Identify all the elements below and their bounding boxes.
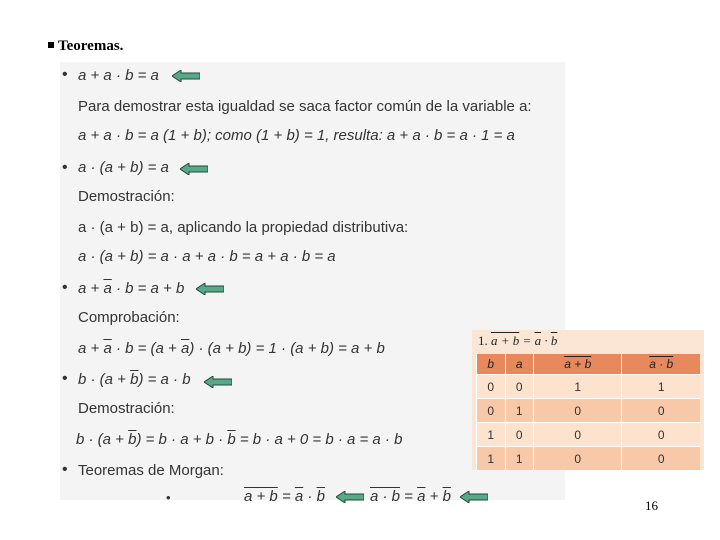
demostracion-label-2: Demostración: [78,400,175,417]
table-cell: 1 [534,375,622,399]
theorem-2-proof: a · (a + b) = a · a + a · b = a + a · b = a [78,248,336,265]
left-arrow-icon [196,283,224,295]
table-cell: 0 [622,399,700,423]
table-cell: 0 [477,375,506,399]
truth-table-title: 1. $a + b = \overline{a} \cdot \overline{b}$ [478,333,558,348]
comprobacion-label: Comprobación: [78,309,180,326]
morgan-theorem-1: $a + b = \overline{a} \cdot \overline{b}$ [244,488,325,505]
bullet: • [62,66,68,83]
table-cell: 0 [534,423,622,447]
table-cell: 1 [505,447,534,471]
table-row [477,399,701,423]
truth-table-panel [472,330,704,470]
theorem-4-proof: $b \cdot (a + \overline{b}) = b \cdot a + b \cdot \overline{b} = b \cdot a + 0 = b \cdot a = a \cdot b$ [76,431,403,448]
theorem-4: $b \cdot (a + \overline{b}) = a \cdot b$ [78,371,191,388]
table-cell: 0 [622,447,700,471]
morgan-label: Teoremas de Morgan: [78,462,224,479]
bullet: • [62,461,68,478]
left-arrow-icon [172,70,200,82]
table-cell: 0 [505,375,534,399]
table-row [477,423,701,447]
table-cell: 1 [505,399,534,423]
table-header: a + b [534,354,622,375]
table-cell: 0 [622,423,700,447]
demostracion-label: Demostración: [78,188,175,205]
bullet: • [62,370,68,387]
theorem-1-proof: a + a · b = a (1 + b); como (1 + b) = 1, resulta: a + a · b = a · 1 = a [78,127,515,144]
table-cell: 1 [622,375,700,399]
bullet: • [166,490,171,505]
table-row [477,375,701,399]
left-arrow-icon [180,163,208,175]
table-cell: 1 [477,423,506,447]
table-header: a · b [622,354,700,375]
table-cell: 1 [477,447,506,471]
left-arrow-icon [336,491,364,503]
bullet: • [62,159,68,176]
bullet: • [62,279,68,296]
table-cell: 0 [534,399,622,423]
theorem-1-text: Para demostrar esta igualdad se saca factor común de la variable a: [78,98,532,115]
theorem-3-proof: $a + \overline{a} \cdot b = (a + \overline{a}) \cdot (a + b) = 1 \cdot (a + b) = a + b$ [78,340,385,357]
square-bullet-icon [48,42,54,48]
left-arrow-icon [460,491,488,503]
table-header: b [477,354,506,375]
left-arrow-icon [204,376,232,388]
morgan-theorem-2: $a \cdot b = \overline{a} + \overline{b}$ [370,488,451,505]
theorem-2: a · (a + b) = a [78,159,169,176]
page-title: Teoremas. [48,38,123,55]
page-number: 16 [645,498,658,513]
theorem-3: $a + \overline{a} \cdot b = a + b$ [78,280,185,297]
table-cell: 0 [477,399,506,423]
theorem-1: a + a · b = a [78,67,159,84]
table-cell: 0 [505,423,534,447]
table-row [477,447,701,471]
table-cell: 0 [534,447,622,471]
theorem-2-property: a · (a + b) = a, aplicando la propiedad distributiva: [78,219,409,236]
truth-table [476,354,700,470]
table-header: a [505,354,534,375]
